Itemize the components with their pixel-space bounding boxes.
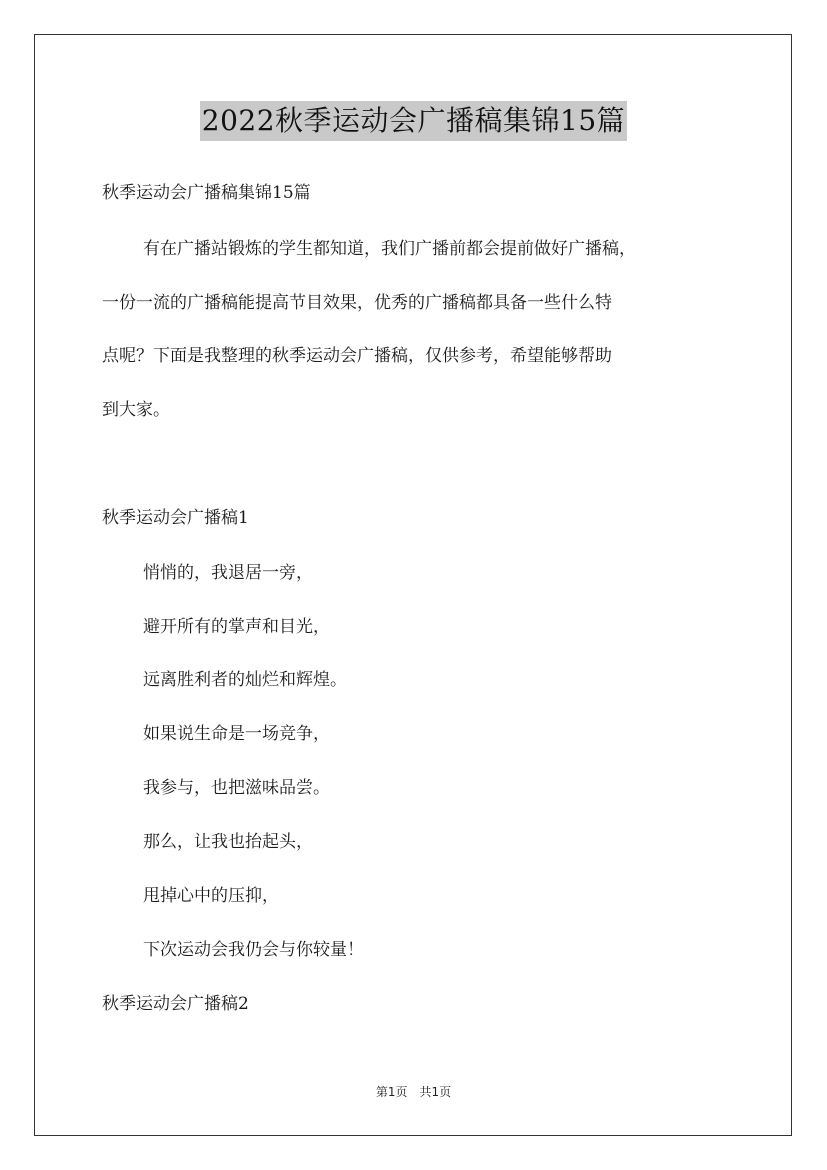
page-number-footer: 第1页 共1页 bbox=[375, 1085, 452, 1099]
poem-line: 下次运动会我仍会与你较量！ bbox=[143, 940, 364, 960]
intro-paragraph-line: 到大家。 bbox=[102, 400, 170, 420]
section-heading: 秋季运动会广播稿1 bbox=[102, 508, 249, 528]
poem-line: 悄悄的，我退居一旁， bbox=[143, 563, 313, 583]
poem-line: 我参与，也把滋味品尝。 bbox=[143, 778, 330, 798]
document-subtitle: 秋季运动会广播稿集锦15篇 bbox=[102, 183, 311, 203]
poem-line: 远离胜利者的灿烂和辉煌。 bbox=[143, 670, 347, 690]
intro-paragraph-line: 有在广播站锻炼的学生都知道，我们广播前都会提前做好广播稿， bbox=[143, 239, 636, 259]
intro-paragraph-line: 点呢？下面是我整理的秋季运动会广播稿，仅供参考，希望能够帮助 bbox=[102, 346, 612, 366]
title-container bbox=[0, 101, 827, 141]
poem-line: 那么，让我也抬起头， bbox=[143, 832, 313, 852]
poem-line: 如果说生命是一场竞争， bbox=[143, 724, 330, 744]
intro-paragraph-line: 一份一流的广播稿能提高节目效果，优秀的广播稿都具备一些什么特 bbox=[102, 293, 612, 313]
document-title: 2022秋季运动会广播稿集锦15篇 bbox=[200, 101, 627, 141]
poem-line: 甩掉心中的压抑， bbox=[143, 886, 279, 906]
poem-line: 避开所有的掌声和目光， bbox=[143, 617, 330, 637]
section-heading: 秋季运动会广播稿2 bbox=[102, 994, 249, 1014]
